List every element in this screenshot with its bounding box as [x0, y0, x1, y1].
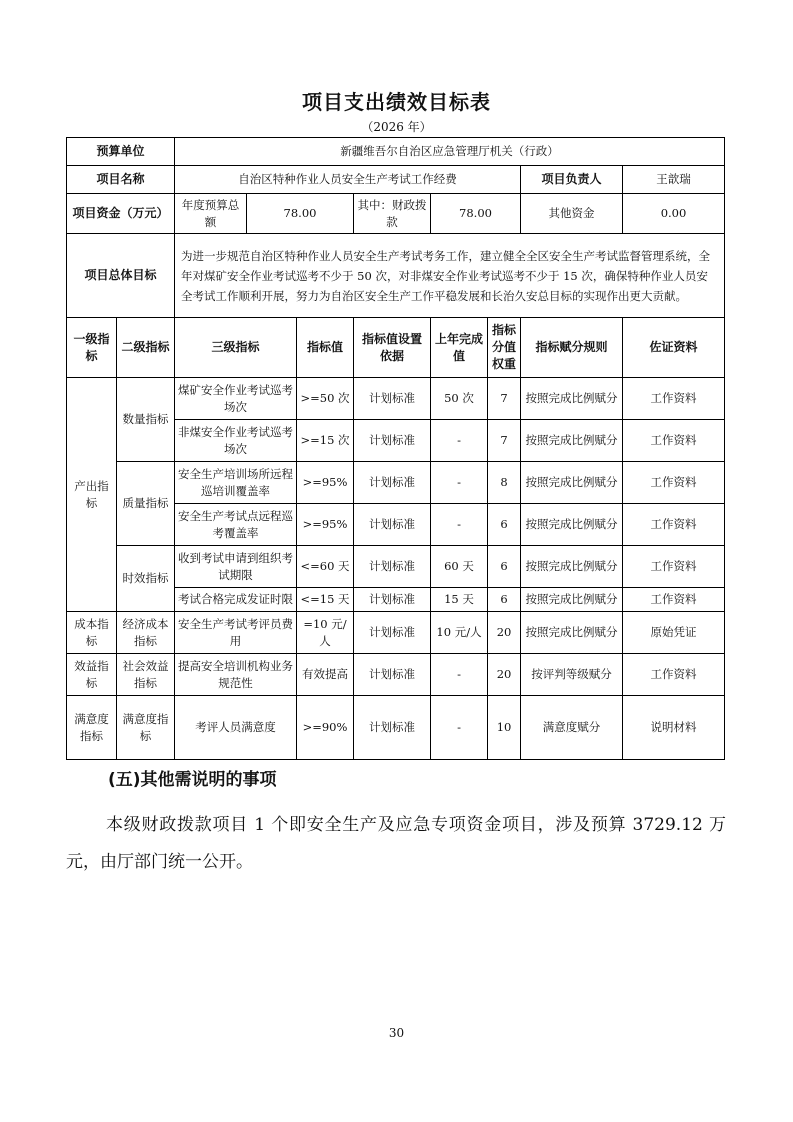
table-row	[67, 696, 725, 760]
table-row	[67, 234, 725, 318]
indicator-last-year: 60 天	[431, 546, 488, 588]
indicator-rule: 按评判等级赋分	[521, 654, 623, 696]
table-row	[67, 612, 725, 654]
indicator-basis: 计划标准	[354, 654, 431, 696]
indicator-last-year: -	[431, 654, 488, 696]
indicator-weight: 20	[488, 612, 521, 654]
indicator-value: >=90%	[297, 696, 354, 760]
table-row	[67, 378, 725, 420]
indicator-evidence: 工作资料	[623, 420, 725, 462]
indicator-weight: 7	[488, 378, 521, 420]
indicator-value: <=15 天	[297, 588, 354, 612]
indicator-basis: 计划标准	[354, 696, 431, 760]
budget-unit-label: 预算单位	[67, 138, 175, 166]
group-cost: 成本指标	[67, 612, 117, 654]
indicator-last-year: -	[431, 504, 488, 546]
indicator-evidence: 工作资料	[623, 462, 725, 504]
overall-goal-text: 为进一步规范自治区特种作业人员安全生产考试考务工作，建立健全全区安全生产考试监督管理系统，全年对煤矿安全作业考试巡考不少于 50 次，对非煤安全作业考试巡考不少于 15 次，确保特种作业人员安全考试工作顺利开展，努力为自治区安全生产工作平稳发展和长治久安总目标的实现作出更大贡献。	[175, 234, 725, 318]
project-leader-value: 王歆瑞	[623, 166, 725, 194]
col-level2: 二级指标	[117, 318, 175, 378]
col-value: 指标值	[297, 318, 354, 378]
project-name-label: 项目名称	[67, 166, 175, 194]
group-social: 社会效益指标	[117, 654, 175, 696]
indicator-last-year: 15 天	[431, 588, 488, 612]
group-satisfaction: 满意度指标	[67, 696, 117, 760]
indicator-evidence: 工作资料	[623, 588, 725, 612]
fiscal-funding-label: 其中：财政拨款	[354, 194, 431, 234]
indicator-value: 有效提高	[297, 654, 354, 696]
indicator-basis: 计划标准	[354, 420, 431, 462]
indicator-evidence: 说明材料	[623, 696, 725, 760]
annual-budget-label: 年度预算总额	[175, 194, 247, 234]
column-header-row	[67, 318, 725, 378]
page-number: 30	[388, 1026, 405, 1040]
indicator-last-year: -	[431, 420, 488, 462]
group-quantity: 数量指标	[117, 378, 175, 462]
col-level1: 一级指标	[67, 318, 117, 378]
indicator-value: >=95%	[297, 504, 354, 546]
group-timeliness: 时效指标	[117, 546, 175, 612]
indicator-weight: 8	[488, 462, 521, 504]
indicator-rule: 按照完成比例赋分	[521, 462, 623, 504]
indicator-rule: 按照完成比例赋分	[521, 420, 623, 462]
indicator-name: 提高安全培训机构业务规范性	[175, 654, 297, 696]
indicator-last-year: -	[431, 696, 488, 760]
indicator-name: 非煤安全作业考试巡考场次	[175, 420, 297, 462]
budget-unit-value: 新疆维吾尔自治区应急管理厅机关（行政）	[175, 138, 725, 166]
indicator-value: >=15 次	[297, 420, 354, 462]
group-satisfaction-sub: 满意度指标	[117, 696, 175, 760]
indicator-rule: 按照完成比例赋分	[521, 546, 623, 588]
col-evidence: 佐证资料	[623, 318, 725, 378]
indicator-evidence: 工作资料	[623, 546, 725, 588]
table-row	[67, 462, 725, 504]
indicator-value: >=95%	[297, 462, 354, 504]
indicator-last-year: 50 次	[431, 378, 488, 420]
other-funding-label: 其他资金	[521, 194, 623, 234]
indicator-last-year: -	[431, 462, 488, 504]
other-funding-value: 0.00	[623, 194, 725, 234]
indicator-value: >=50 次	[297, 378, 354, 420]
indicator-name: 收到考试申请到组织考试期限	[175, 546, 297, 588]
indicator-name: 安全生产培训场所远程巡培训覆盖率	[175, 462, 297, 504]
indicator-rule: 按照完成比例赋分	[521, 588, 623, 612]
col-basis: 指标值设置依据	[354, 318, 431, 378]
indicator-evidence: 工作资料	[623, 378, 725, 420]
indicator-last-year: 10 元/人	[431, 612, 488, 654]
overall-goal-label: 项目总体目标	[67, 234, 175, 318]
col-weight: 指标分值权重	[488, 318, 521, 378]
indicator-rule: 满意度赋分	[521, 696, 623, 760]
indicator-name: 煤矿安全作业考试巡考场次	[175, 378, 297, 420]
indicator-rule: 按照完成比例赋分	[521, 504, 623, 546]
table-row	[67, 138, 725, 166]
group-output: 产出指标	[67, 378, 117, 612]
indicator-weight: 20	[488, 654, 521, 696]
fund-label: 项目资金（万元）	[67, 194, 175, 234]
col-rule: 指标赋分规则	[521, 318, 623, 378]
indicator-evidence: 原始凭证	[623, 612, 725, 654]
indicator-rule: 按照完成比例赋分	[521, 612, 623, 654]
indicator-rule: 按照完成比例赋分	[521, 378, 623, 420]
table-row	[67, 194, 725, 234]
indicator-name: 考试合格完成发证时限	[175, 588, 297, 612]
indicator-basis: 计划标准	[354, 546, 431, 588]
indicator-basis: 计划标准	[354, 504, 431, 546]
table-row	[67, 546, 725, 588]
annual-budget-value: 78.00	[247, 194, 354, 234]
indicator-basis: 计划标准	[354, 588, 431, 612]
indicator-basis: 计划标准	[354, 378, 431, 420]
indicator-name: 安全生产考试考评员费用	[175, 612, 297, 654]
project-leader-label: 项目负责人	[521, 166, 623, 194]
indicator-basis: 计划标准	[354, 612, 431, 654]
group-econ-cost: 经济成本指标	[117, 612, 175, 654]
col-last-year: 上年完成值	[431, 318, 488, 378]
indicator-weight: 6	[488, 546, 521, 588]
group-quality: 质量指标	[117, 462, 175, 546]
indicator-weight: 6	[488, 588, 521, 612]
group-benefit: 效益指标	[67, 654, 117, 696]
section-heading: (五)其他需说明的事项	[108, 770, 277, 790]
indicator-evidence: 工作资料	[623, 654, 725, 696]
fiscal-funding-value: 78.00	[431, 194, 521, 234]
table-row	[67, 654, 725, 696]
indicator-weight: 6	[488, 504, 521, 546]
table-year: （2026 年）	[361, 120, 432, 134]
col-level3: 三级指标	[175, 318, 297, 378]
indicator-weight: 7	[488, 420, 521, 462]
indicator-value: <=60 天	[297, 546, 354, 588]
indicator-weight: 10	[488, 696, 521, 760]
page-title: 项目支出绩效目标表	[302, 90, 491, 114]
table-row	[67, 166, 725, 194]
indicator-evidence: 工作资料	[623, 504, 725, 546]
indicator-name: 考评人员满意度	[175, 696, 297, 760]
project-name-value: 自治区特种作业人员安全生产考试工作经费	[175, 166, 521, 194]
indicator-name: 安全生产考试点远程巡考覆盖率	[175, 504, 297, 546]
performance-table	[66, 137, 725, 760]
indicator-basis: 计划标准	[354, 462, 431, 504]
section-paragraph: 本级财政拨款项目 1 个即安全生产及应急专项资金项目，涉及预算 3729.12 万元，由厅部门统一公开。	[66, 815, 726, 872]
indicator-value: =10 元/人	[297, 612, 354, 654]
